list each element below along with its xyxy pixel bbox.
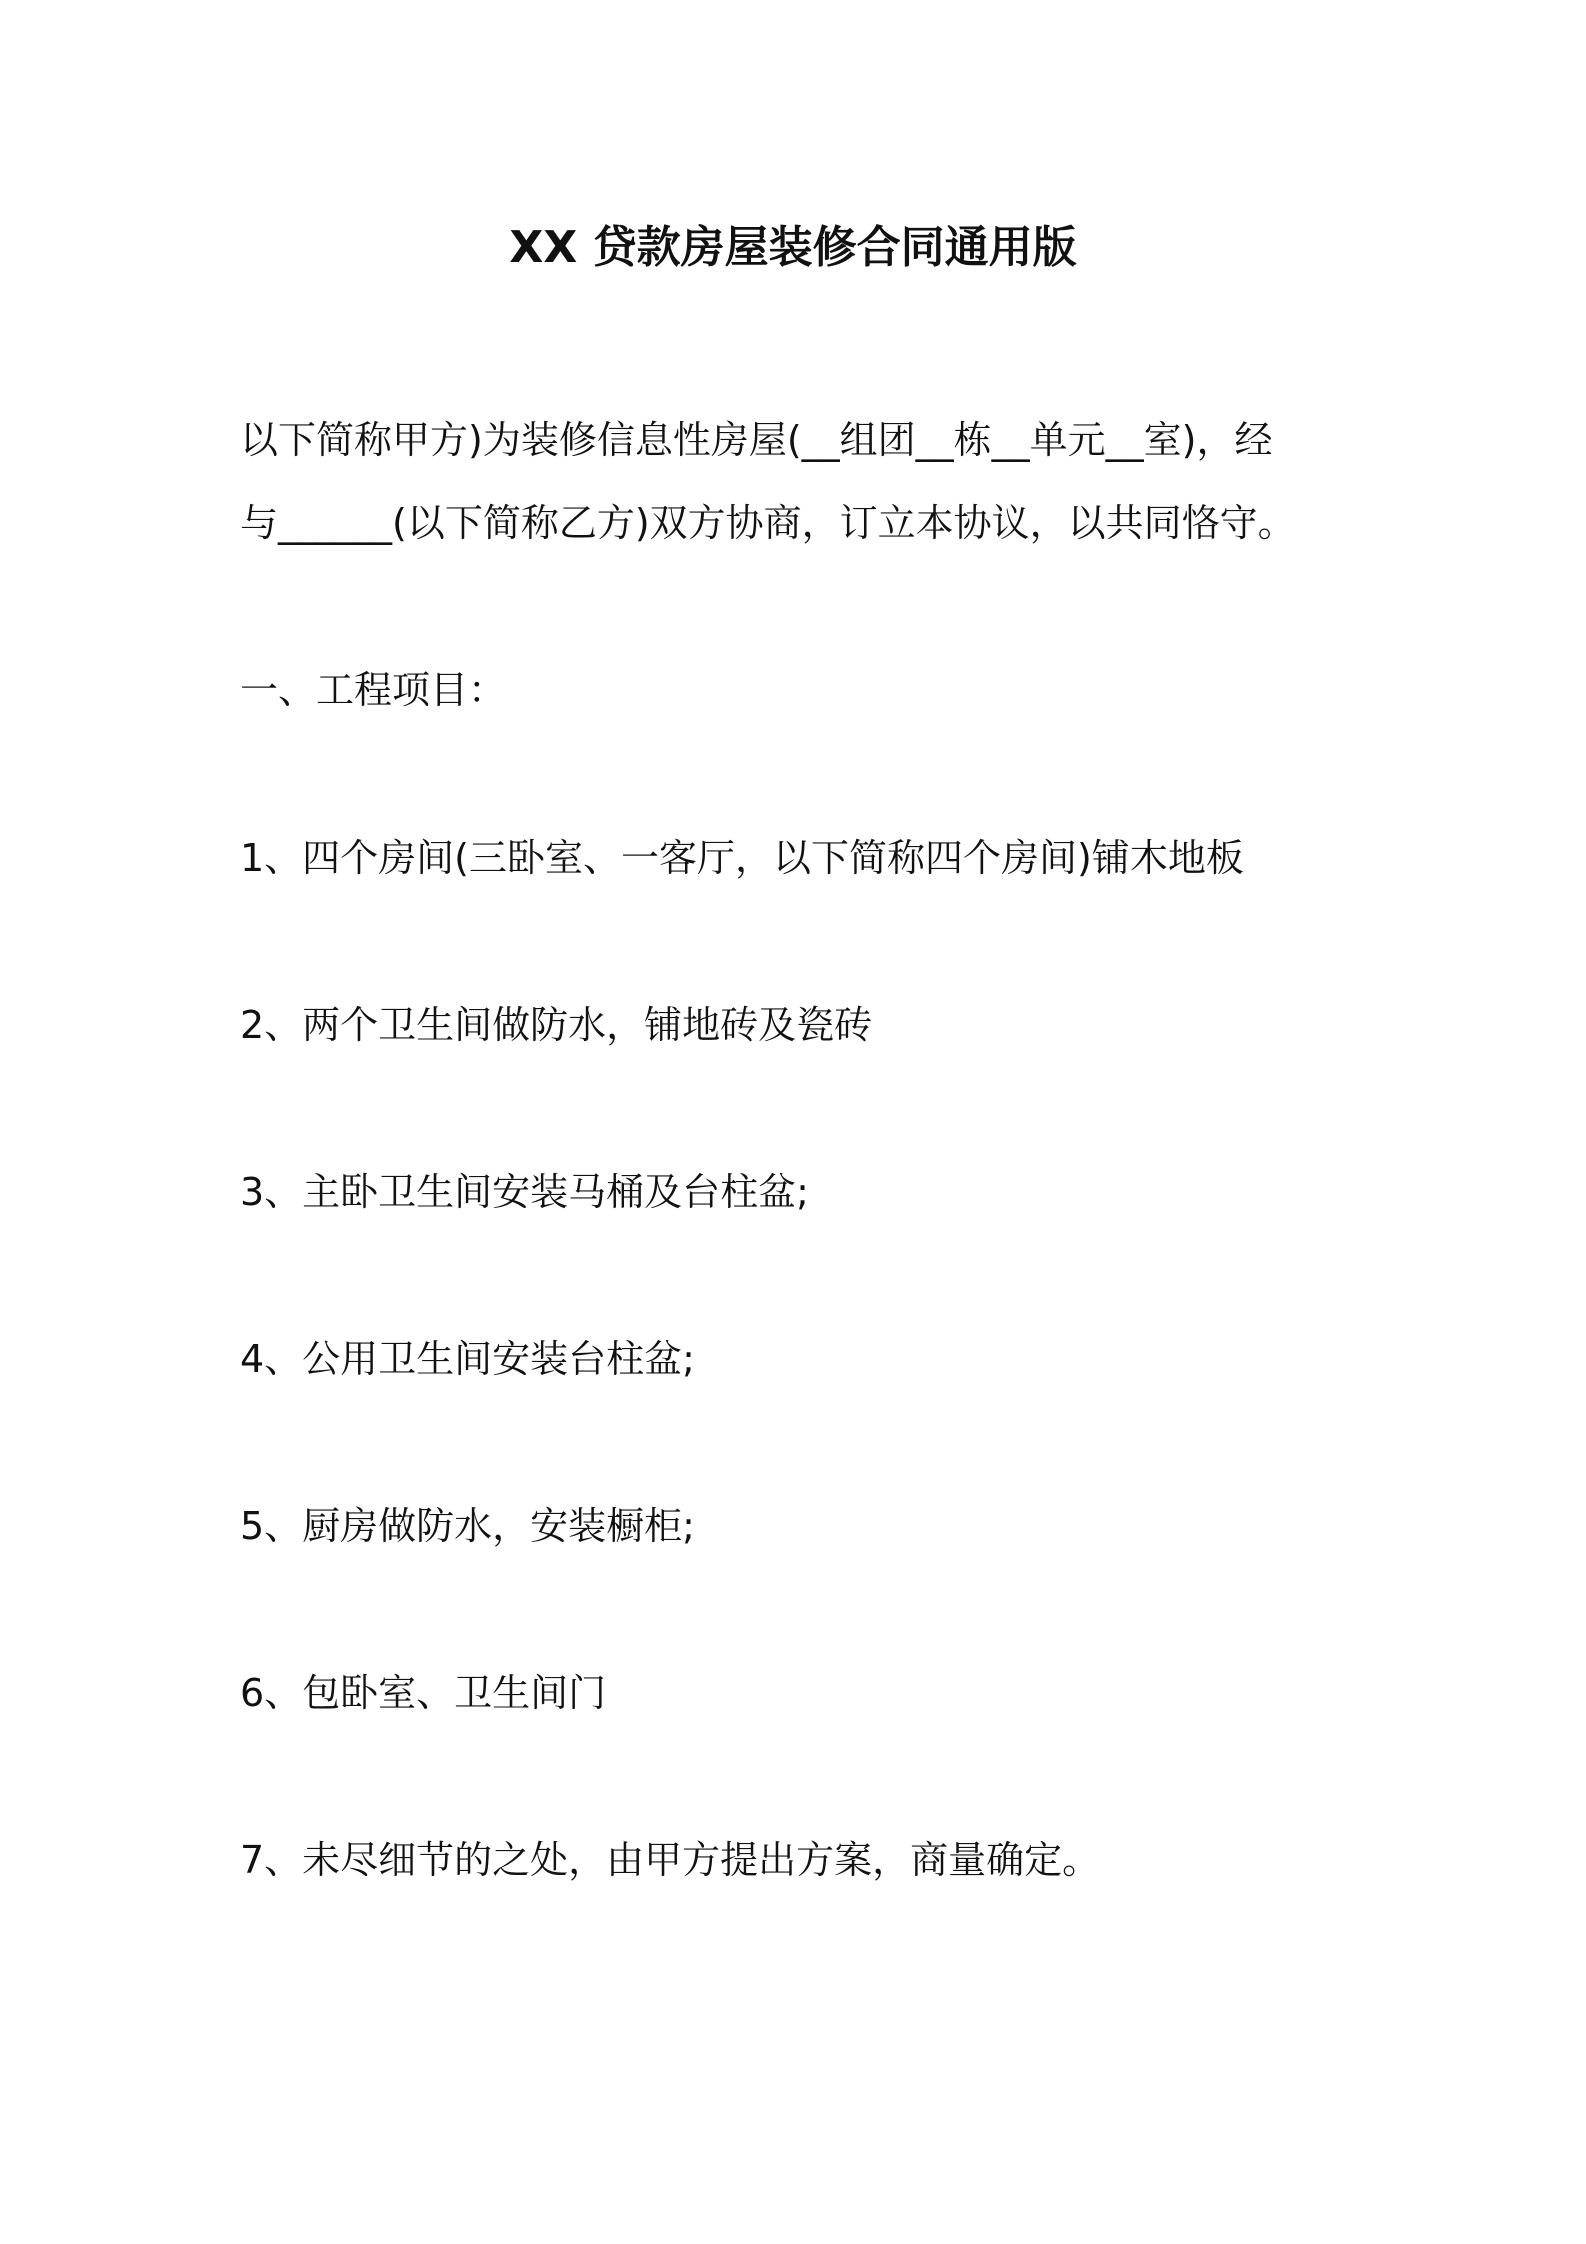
- intro-line-1: 以下简称甲方)为装修信息性房屋(__组团__栋__单元__室)，经: [240, 418, 1273, 462]
- intro-line-2: 与______(以下简称乙方)双方协商，订立本协议，以共同恪守。: [240, 501, 1296, 545]
- list-item: 3、主卧卫生间安装马桶及台柱盆;: [240, 1170, 809, 1214]
- list-item: 1、四个房间(三卧室、一客厅，以下简称四个房间)铺木地板: [240, 836, 1244, 880]
- list-item: 6、包卧室、卫生间门: [240, 1671, 607, 1715]
- list-item: 7、未尽细节的之处，由甲方提出方案，商量确定。: [240, 1838, 1101, 1882]
- document-title: XX 贷款房屋装修合同通用版: [509, 222, 1077, 273]
- list-item: 2、两个卫生间做防水，铺地砖及瓷砖: [240, 1003, 873, 1047]
- list-item: 5、厨房做防水，安装橱柜;: [240, 1504, 695, 1548]
- list-item: 4、公用卫生间安装台柱盆;: [240, 1337, 695, 1381]
- section-heading: 一、工程项目：: [240, 668, 507, 712]
